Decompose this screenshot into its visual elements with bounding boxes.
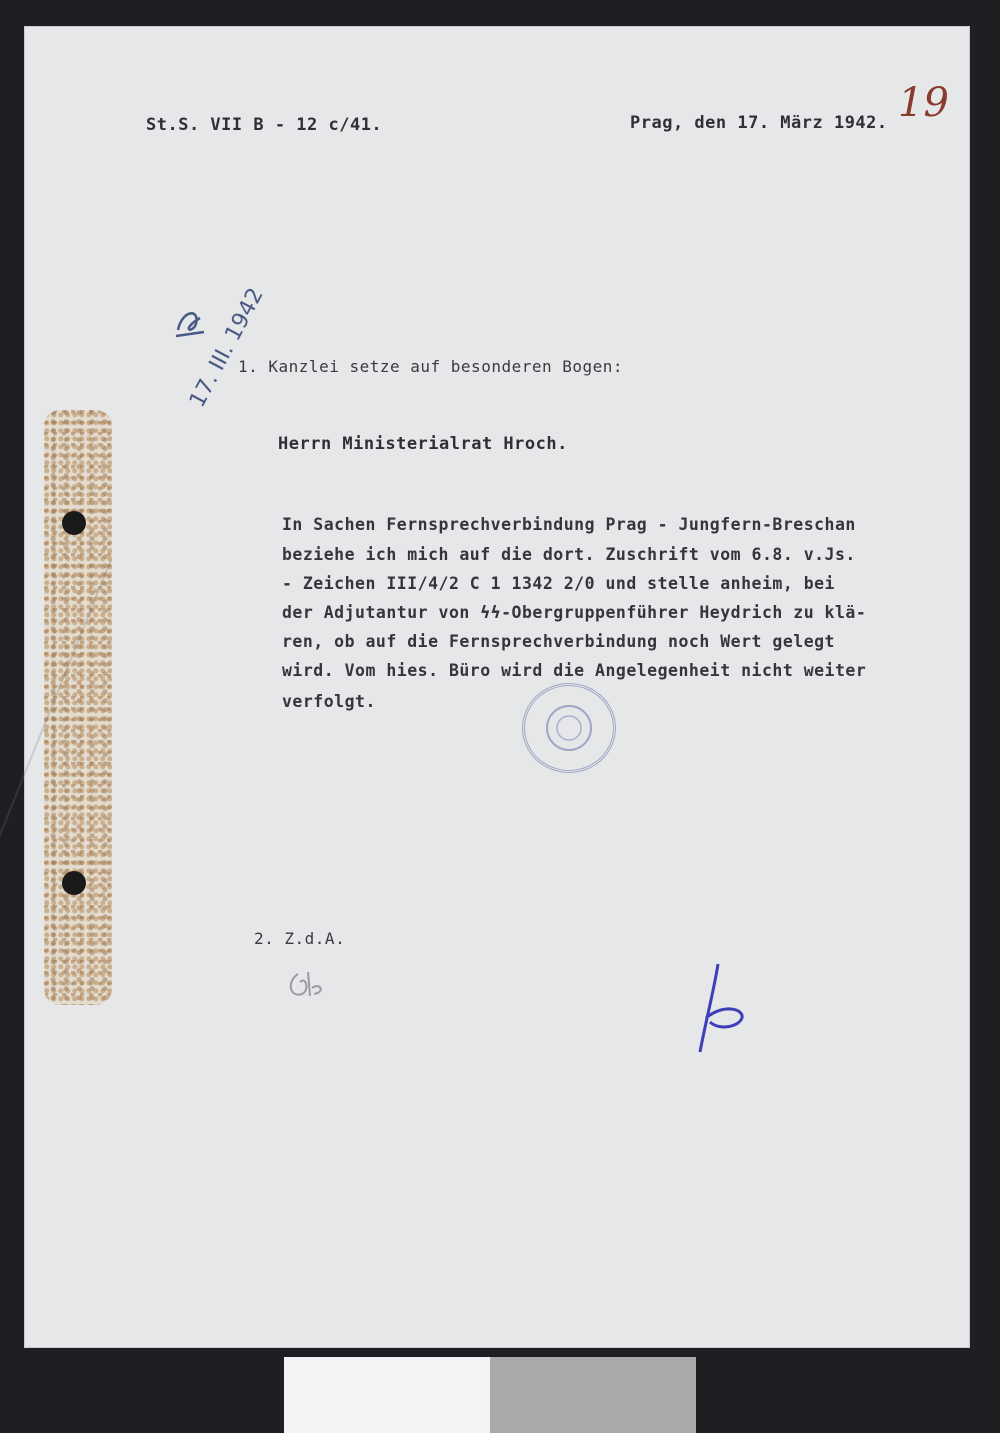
- body-line: beziehe ich mich auf die dort. Zuschrift vom 6.8. v.Js.: [282, 545, 856, 564]
- body-line: - Zeichen III/4/2 C 1 1342 2/0 und stelle anheim, bei: [282, 574, 835, 593]
- calibration-swatch-gray: [490, 1357, 696, 1433]
- file-reference: St.S. VII B - 12 c/41.: [146, 115, 383, 135]
- punch-hole-bottom: [62, 871, 86, 895]
- seal-emblem-icon: [539, 698, 599, 758]
- date-line: Prag, den 17. März 1942.: [630, 113, 888, 133]
- archive-seal-stamp: [522, 683, 616, 773]
- body-line: ren, ob auf die Fernsprechverbindung noch Wert gelegt: [282, 632, 835, 651]
- initials-mark-top: [170, 300, 210, 340]
- calibration-swatch-white: [284, 1357, 490, 1433]
- body-line: verfolgt.: [282, 692, 376, 711]
- addressee: Herrn Ministerialrat Hroch.: [278, 434, 568, 454]
- body-line: wird. Vom hies. Büro wird die Angelegenheit nicht weiter: [282, 661, 867, 680]
- color-calibration-bar: [284, 1357, 696, 1433]
- instruction-item-1: 1. Kanzlei setze auf besonderen Bogen:: [238, 357, 624, 376]
- body-line: der Adjutantur von ϟϟ-Obergruppenführer Heydrich zu klä-: [282, 603, 867, 622]
- initials-mark-bottom: [286, 968, 330, 1002]
- punch-hole-top: [62, 511, 86, 535]
- page-number: 19: [898, 80, 949, 126]
- document-page: [24, 26, 970, 1348]
- rusted-binding-strip: [44, 410, 112, 1005]
- body-line: In Sachen Fernsprechverbindung Prag - Jungfern-Breschan: [282, 515, 856, 534]
- instruction-item-2: 2. Z.d.A.: [254, 929, 346, 948]
- signature-mark: [692, 960, 762, 1056]
- handwritten-date-stamp: 17. III. 1942: [185, 283, 269, 412]
